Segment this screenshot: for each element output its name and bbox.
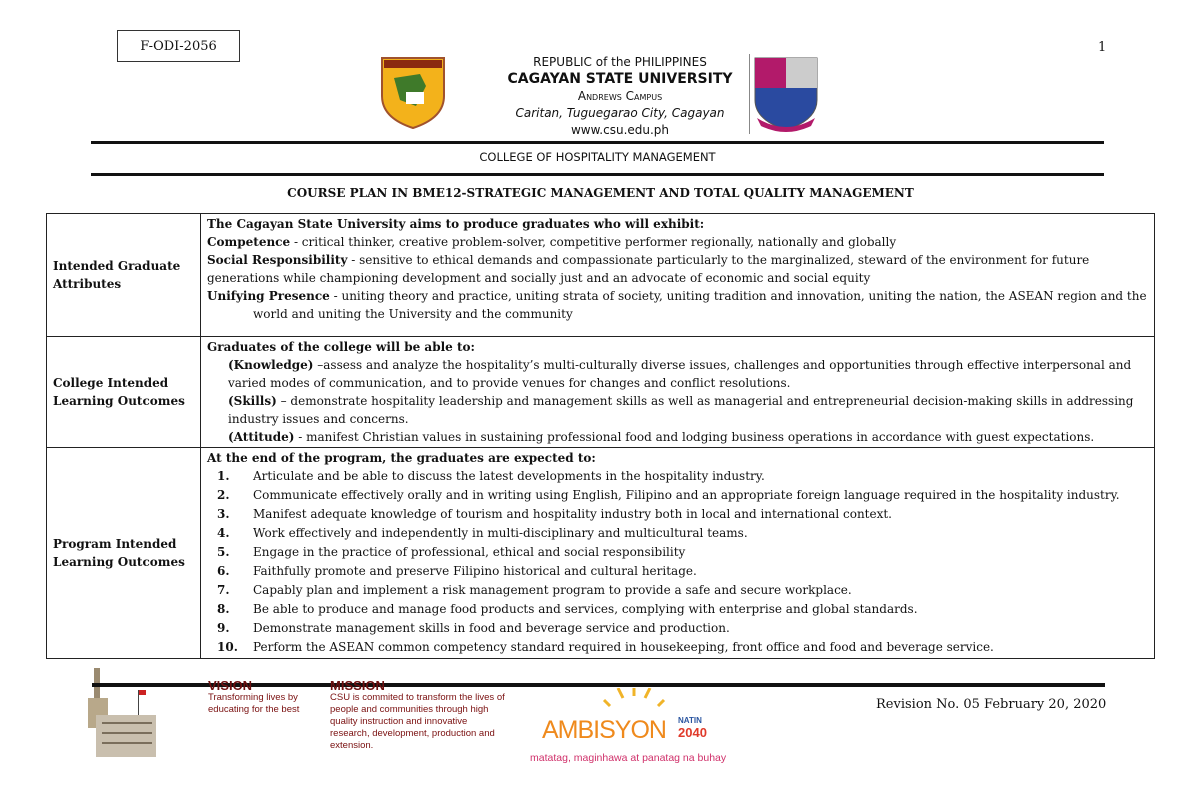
mission-block: [330, 680, 505, 752]
row-intro: Graduates of the college will be able to:: [207, 340, 475, 354]
header-rule: [91, 173, 1104, 176]
list-item: 6. Faithfully promote and preserve Filipino historical and cultural heritage.: [217, 564, 697, 578]
page-number: 1: [1098, 40, 1107, 55]
form-code: F-ODI-2056: [117, 30, 240, 62]
program-outcomes-list: [207, 467, 1148, 657]
attribute-item: Social Responsibility - sensitive to ethical demands and compassionate particularly to the marginalized, steward of the environment for future generations while championing development and socially just and an advocate of economic and social equity: [207, 253, 1090, 285]
header-rule: [91, 141, 1104, 144]
table-row: [47, 214, 1155, 337]
university-header: [440, 54, 800, 139]
list-item: 2. Communicate effectively orally and in writing using English, Filipino and an appropriate foreign language required in the hospitality industry.: [217, 488, 1120, 502]
row-label: Program Intended Learning Outcomes: [47, 448, 201, 659]
college-name: COLLEGE OF HOSPITALITY MANAGEMENT: [479, 150, 716, 164]
outcome-item: (Knowledge) –assess and analyze the hospitality’s multi-culturally diverse issues, challenges and opportunities through effective interpersonal and varied modes of communication, and to provide venues for changes and conflict resolutions.: [228, 358, 1132, 390]
tagline-text: matatag, maginhawa at panatag na buhay: [530, 752, 727, 764]
vision-block: [208, 680, 318, 716]
outcome-item: (Attitude) - manifest Christian values in sustaining professional food and lodging business operations in accordance with guest expectations.: [228, 430, 1095, 444]
address: Caritan, Tuguegarao City, Cagayan: [515, 106, 725, 120]
college-seal-logo: [753, 56, 819, 134]
list-item: 3. Manifest adequate knowledge of tourism and hospitality industry both in local and international context.: [217, 507, 892, 521]
row-label: College Intended Learning Outcomes: [47, 337, 201, 448]
row-label: Intended Graduate Attributes: [47, 214, 201, 337]
row-intro: At the end of the program, the graduates are expected to:: [207, 451, 596, 465]
mission-text: CSU is commited to transform the lives of people and communities through high quality instruction and innovative research, development, production and extension.: [330, 692, 505, 751]
outcome-item: (Skills) – demonstrate hospitality leadership and management skills as well as managerial and entrepreneurial decision-making skills in addressing industry issues and concerns.: [228, 394, 1134, 426]
list-item: 8. Be able to produce and manage food products and services, complying with enterprise and global standards.: [217, 602, 918, 616]
website: www.csu.edu.ph: [570, 123, 670, 137]
csu-seal-logo: [380, 56, 446, 130]
mission-title: MISSION: [330, 678, 385, 693]
university-name: CAGAYAN STATE UNIVERSITY: [507, 71, 733, 87]
vision-title: VISION: [208, 678, 253, 693]
course-title: COURSE PLAN IN BME12-STRATEGIC MANAGEMENT AND TOTAL QUALITY MANAGEMENT: [287, 186, 914, 200]
list-item: 5. Engage in the practice of professional, ethical and social responsibility: [217, 545, 686, 559]
row-content: [201, 448, 1155, 659]
revision-note: Revision No. 05 February 20, 2020: [876, 697, 1107, 712]
republic-line: REPUBLIC of the PHILIPPINES: [533, 55, 707, 69]
list-item: 1. Articulate and be able to discuss the latest developments in the hospitality industry.: [217, 469, 765, 483]
campus-name: Andrews Campus: [577, 89, 663, 103]
list-item: 7. Capably plan and implement a risk management program to provide a safe and secure workplace.: [217, 583, 852, 597]
row-intro: The Cagayan State University aims to produce graduates who will exhibit:: [207, 217, 705, 231]
natin-text: NATIN: [678, 716, 702, 725]
ambisyon-text: AMBISYON: [542, 716, 666, 744]
outcomes-table: [46, 213, 1155, 659]
vision-text: Transforming lives by educating for the best: [208, 692, 300, 715]
row-content: [201, 337, 1155, 448]
table-row: [47, 448, 1155, 659]
year-text: 2040: [678, 725, 707, 740]
list-item: 4. Work effectively and independently in multi-disciplinary and multicultural teams.: [217, 526, 748, 540]
table-row: [47, 337, 1155, 448]
attribute-item: Unifying Presence - uniting theory and practice, uniting strata of society, uniting tradition and innovation, uniting the nation, the ASEAN region and the world and uniting the University and the community: [207, 289, 1147, 321]
attribute-item: Competence - critical thinker, creative problem-solver, competitive performer regionally, nationally and globally: [207, 235, 897, 249]
list-item: 9. Demonstrate management skills in food and beverage service and production.: [217, 621, 730, 635]
row-content: [201, 214, 1155, 337]
list-item: 10. Perform the ASEAN common competency standard required in housekeeping, front office and food and beverage service.: [217, 640, 994, 654]
campus-building-image: [86, 660, 158, 760]
